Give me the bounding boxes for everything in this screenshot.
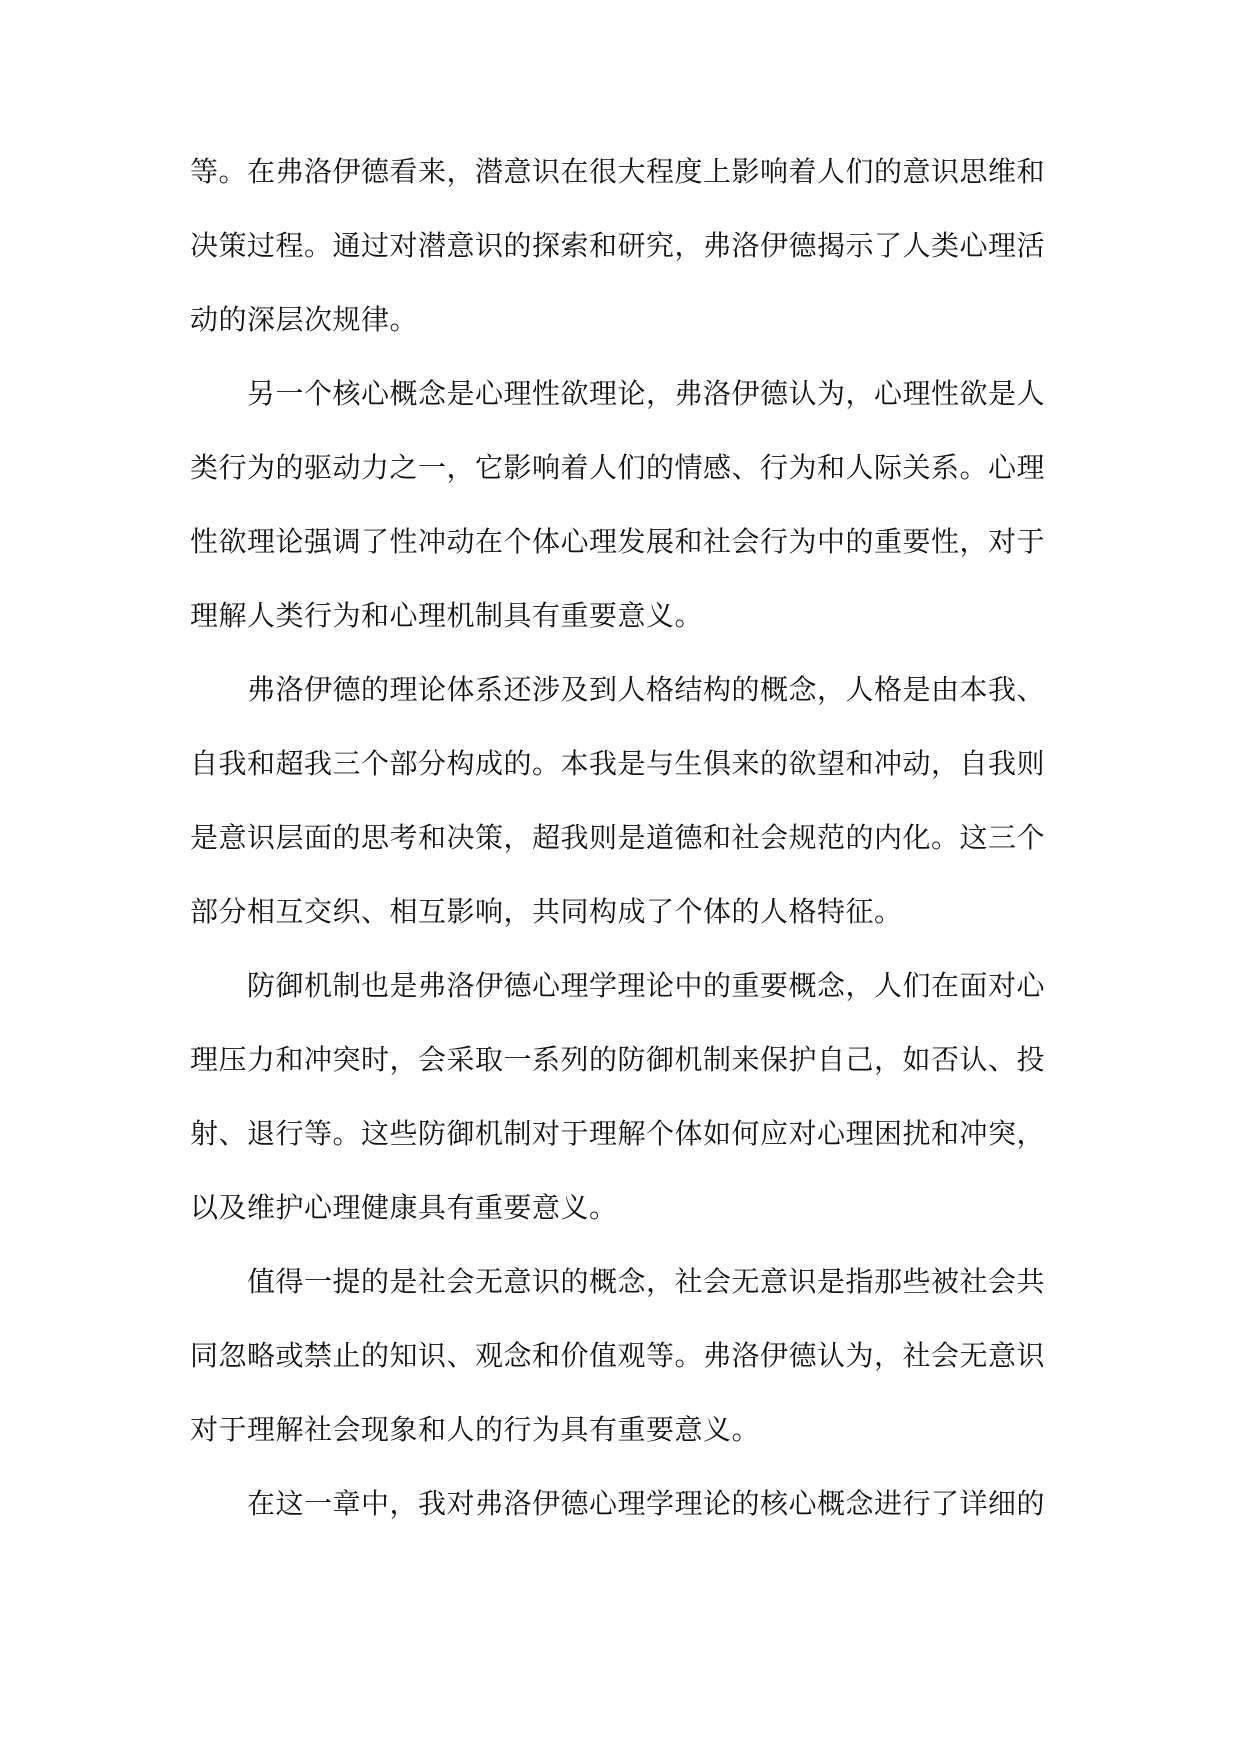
text-line: 理解人类行为和心理机制具有重要意义。 xyxy=(190,599,704,632)
text-line: 等。在弗洛伊德看来，潜意识在很大程度上影响着人们的意识思维和 xyxy=(190,155,1046,188)
text-line: 射、退行等。这些防御机制对于理解个体如何应对心理困扰和冲突， xyxy=(190,1117,1046,1150)
paragraph-first-line: 在这一章中，我对弗洛伊德心理学理论的核心概念进行了详细的 xyxy=(247,1487,1046,1520)
text-line: 以及维护心理健康具有重要意义。 xyxy=(190,1191,618,1224)
paragraph-first-line: 值得一提的是社会无意识的概念，社会无意识是指那些被社会共 xyxy=(247,1265,1046,1298)
text-line: 是意识层面的思考和决策，超我则是道德和社会规范的内化。这三个 xyxy=(190,821,1046,854)
text-line: 决策过程。通过对潜意识的探索和研究，弗洛伊德揭示了人类心理活 xyxy=(190,229,1046,262)
text-line: 自我和超我三个部分构成的。本我是与生俱来的欲望和冲动，自我则 xyxy=(190,747,1046,780)
paragraph-first-line: 防御机制也是弗洛伊德心理学理论中的重要概念，人们在面对心 xyxy=(247,969,1046,1002)
text-line: 类行为的驱动力之一，它影响着人们的情感、行为和人际关系。心理 xyxy=(190,451,1046,484)
paragraph-first-line: 另一个核心概念是心理性欲理论，弗洛伊德认为，心理性欲是人 xyxy=(247,377,1046,410)
text-line: 部分相互交织、相互影响，共同构成了个体的人格特征。 xyxy=(190,895,903,928)
text-line: 理压力和冲突时，会采取一系列的防御机制来保护自己，如否认、投 xyxy=(190,1043,1046,1076)
text-line: 性欲理论强调了性冲动在个体心理发展和社会行为中的重要性，对于 xyxy=(190,525,1046,558)
paragraph-first-line: 弗洛伊德的理论体系还涉及到人格结构的概念，人格是由本我、 xyxy=(247,673,1046,706)
text-line: 对于理解社会现象和人的行为具有重要意义。 xyxy=(190,1413,761,1446)
text-line: 同忽略或禁止的知识、观念和价值观等。弗洛伊德认为，社会无意识 xyxy=(190,1339,1046,1372)
text-line: 动的深层次规律。 xyxy=(190,303,419,336)
document-body xyxy=(190,142,1052,1548)
